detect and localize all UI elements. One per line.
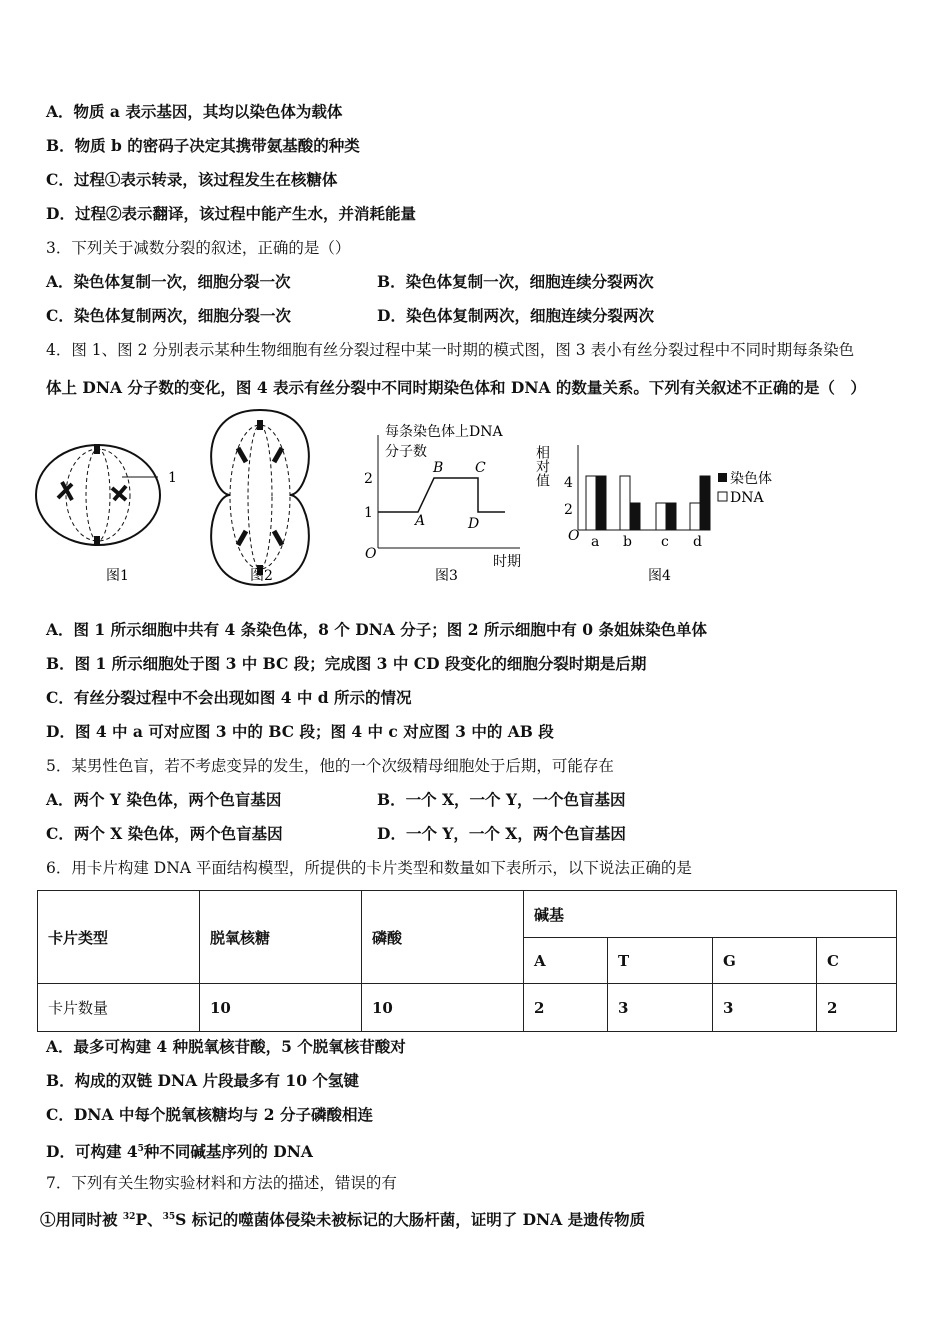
cell: 2	[817, 984, 897, 1032]
q4-figures	[30, 400, 810, 600]
fig2-caption: 图2	[250, 568, 273, 584]
q4-option-a: A．图 1 所示细胞中共有 4 条染色体，8 个 DNA 分子；图 2 所示细胞中有 0 条姐妹染色单体	[46, 620, 707, 639]
superscript: 32	[122, 1212, 136, 1222]
q4-option-b: B．图 1 所示细胞处于图 3 中 BC 段；完成图 3 中 CD 段变化的细胞分裂时期是后期	[46, 654, 647, 673]
fig3-origin: O	[365, 546, 377, 562]
cell: 10	[200, 984, 362, 1032]
q6-stem: 6．用卡片构建 DNA 平面结构模型，所提供的卡片类型和数量如下表所示，以下说法正确的是	[46, 859, 692, 877]
q6-option-b: B．构成的双链 DNA 片段最多有 10 个氢键	[46, 1071, 359, 1090]
q4-option-c: C．有丝分裂过程中不会出现如图 4 中 d 所示的情况	[46, 688, 412, 707]
fig1-caption: 图1	[106, 568, 129, 584]
fig3-caption: 图3	[435, 568, 458, 584]
dna-bar-b	[620, 476, 630, 530]
th-base: 碱基	[524, 891, 897, 938]
legend-chromosome: 染色体	[730, 471, 772, 487]
dna-bar-d	[690, 503, 700, 530]
chromosome-bar-d	[700, 476, 710, 530]
q7-item-1	[40, 1207, 645, 1230]
q2-option-a: A．物质 a 表示基因，其均以染色体为载体	[46, 102, 343, 121]
legend-swatch-chromosome	[718, 473, 727, 482]
q3-stem: 3．下列关于减数分裂的叙述，正确的是（）	[46, 239, 351, 257]
fig4-caption: 图4	[648, 568, 671, 584]
cell: 3	[608, 984, 713, 1032]
figure-4	[534, 444, 772, 584]
text: P、	[135, 1210, 163, 1230]
chromosome-bar-a	[596, 476, 606, 530]
q6-option-a: A．最多可构建 4 种脱氧核苷酸，5 个脱氧核苷酸对	[46, 1037, 406, 1056]
fig4-tick-2: 2	[564, 502, 573, 518]
th-deoxyribose: 脱氧核糖	[200, 891, 362, 984]
superscript: 35	[162, 1212, 176, 1222]
cell: 2	[524, 984, 608, 1032]
th-card-type: 卡片类型	[38, 891, 200, 984]
chromosome-bar-b	[630, 503, 640, 530]
q5-option-d: D．一个 Y，一个 X，两个色盲基因	[377, 824, 626, 843]
legend-dna: DNA	[730, 490, 764, 506]
fig3-point-c: C	[475, 460, 486, 476]
q3-option-d: D．染色体复制两次，细胞连续分裂两次	[377, 306, 654, 325]
dna-bar-c	[656, 503, 666, 530]
card-table	[37, 890, 897, 1032]
q4-stem-line1: 4．图 1、图 2 分别表示某种生物细胞有丝分裂过程中某一时期的模式图，图 3 表小有丝分裂过程中不同时期每条染色	[46, 341, 855, 359]
th-base-t: T	[608, 938, 713, 984]
fig3-point-a: A	[415, 513, 426, 529]
q5-option-c: C．两个 X 染色体，两个色盲基因	[46, 824, 283, 843]
fig4-cat-a: a	[591, 534, 600, 550]
text: 种不同碱基序列的 DNA	[143, 1142, 313, 1162]
superscript: 5	[137, 1144, 144, 1154]
q7-stem: 7．下列有关生物实验材料和方法的描述，错误的有	[46, 1174, 397, 1192]
q2-option-c: C．过程①表示转录，该过程发生在核糖体	[46, 170, 338, 189]
text: D．可构建 4	[46, 1142, 138, 1162]
figure-2	[211, 410, 309, 585]
q6-option-c: C．DNA 中每个脱氧核糖均与 2 分子磷酸相连	[46, 1105, 373, 1124]
fig3-ylabel-2: 分子数	[385, 444, 427, 460]
th-base-a: A	[524, 938, 608, 984]
q2-option-d: D．过程②表示翻译，该过程中能产生水，并消耗能量	[46, 204, 416, 223]
q2-option-b: B．物质 b 的密码子决定其携带氨基酸的种类	[46, 136, 360, 155]
q3-option-b: B．染色体复制一次，细胞连续分裂两次	[377, 272, 654, 291]
q4-stem-line2: 体上 DNA 分子数的变化，图 4 表示有丝分裂中不同时期染色体和 DNA 的数量关系。下列有关叙述不正确的是（ ）	[46, 378, 866, 397]
th-base-g: G	[713, 938, 817, 984]
th-phosphate: 磷酸	[362, 891, 524, 984]
fig1-label-1: 1	[168, 470, 177, 486]
dna-bar-a	[586, 476, 596, 530]
q5-option-a: A．两个 Y 染色体，两个色盲基因	[46, 790, 282, 809]
text: S 标记的噬菌体侵染未被标记的大肠杆菌，证明了 DNA 是遗传物质	[175, 1210, 646, 1230]
fig3-tick-1: 1	[364, 505, 373, 521]
q3-option-c: C．染色体复制两次，细胞分裂一次	[46, 306, 291, 325]
figure-1	[36, 444, 177, 584]
fig3-xlabel: 时期	[493, 554, 521, 570]
th-base-c: C	[817, 938, 897, 984]
fig4-origin: O	[568, 528, 580, 544]
fig3-tick-2: 2	[364, 471, 373, 487]
cell: 3	[713, 984, 817, 1032]
q5-option-b: B．一个 X，一个 Y，一个色盲基因	[377, 790, 626, 809]
cell: 10	[362, 984, 524, 1032]
fig3-point-b: B	[433, 460, 444, 476]
legend-swatch-dna	[718, 492, 727, 501]
q5-stem: 5．某男性色盲，若不考虑变异的发生，他的一个次级精母细胞处于后期，可能存在	[46, 757, 614, 775]
chromosome-bar-c	[666, 503, 676, 530]
fig4-cat-b: b	[623, 534, 632, 550]
fig4-cat-c: c	[661, 534, 669, 550]
q4-option-d: D．图 4 中 a 可对应图 3 中的 BC 段；图 4 中 c 对应图 3 中的 AB 段	[46, 722, 554, 741]
text: ①用同时被	[40, 1210, 123, 1230]
fig4-ylabel: 相对值	[534, 445, 550, 487]
fig4-cat-d: d	[693, 534, 702, 550]
fig4-tick-4: 4	[564, 475, 573, 491]
fig3-ylabel-1: 每条染色体上DNA	[385, 424, 503, 440]
row-label: 卡片数量	[38, 984, 200, 1032]
fig3-point-d: D	[468, 516, 480, 532]
figure-3	[364, 423, 521, 584]
q6-option-d	[46, 1139, 313, 1162]
q3-option-a: A．染色体复制一次，细胞分裂一次	[46, 272, 291, 291]
